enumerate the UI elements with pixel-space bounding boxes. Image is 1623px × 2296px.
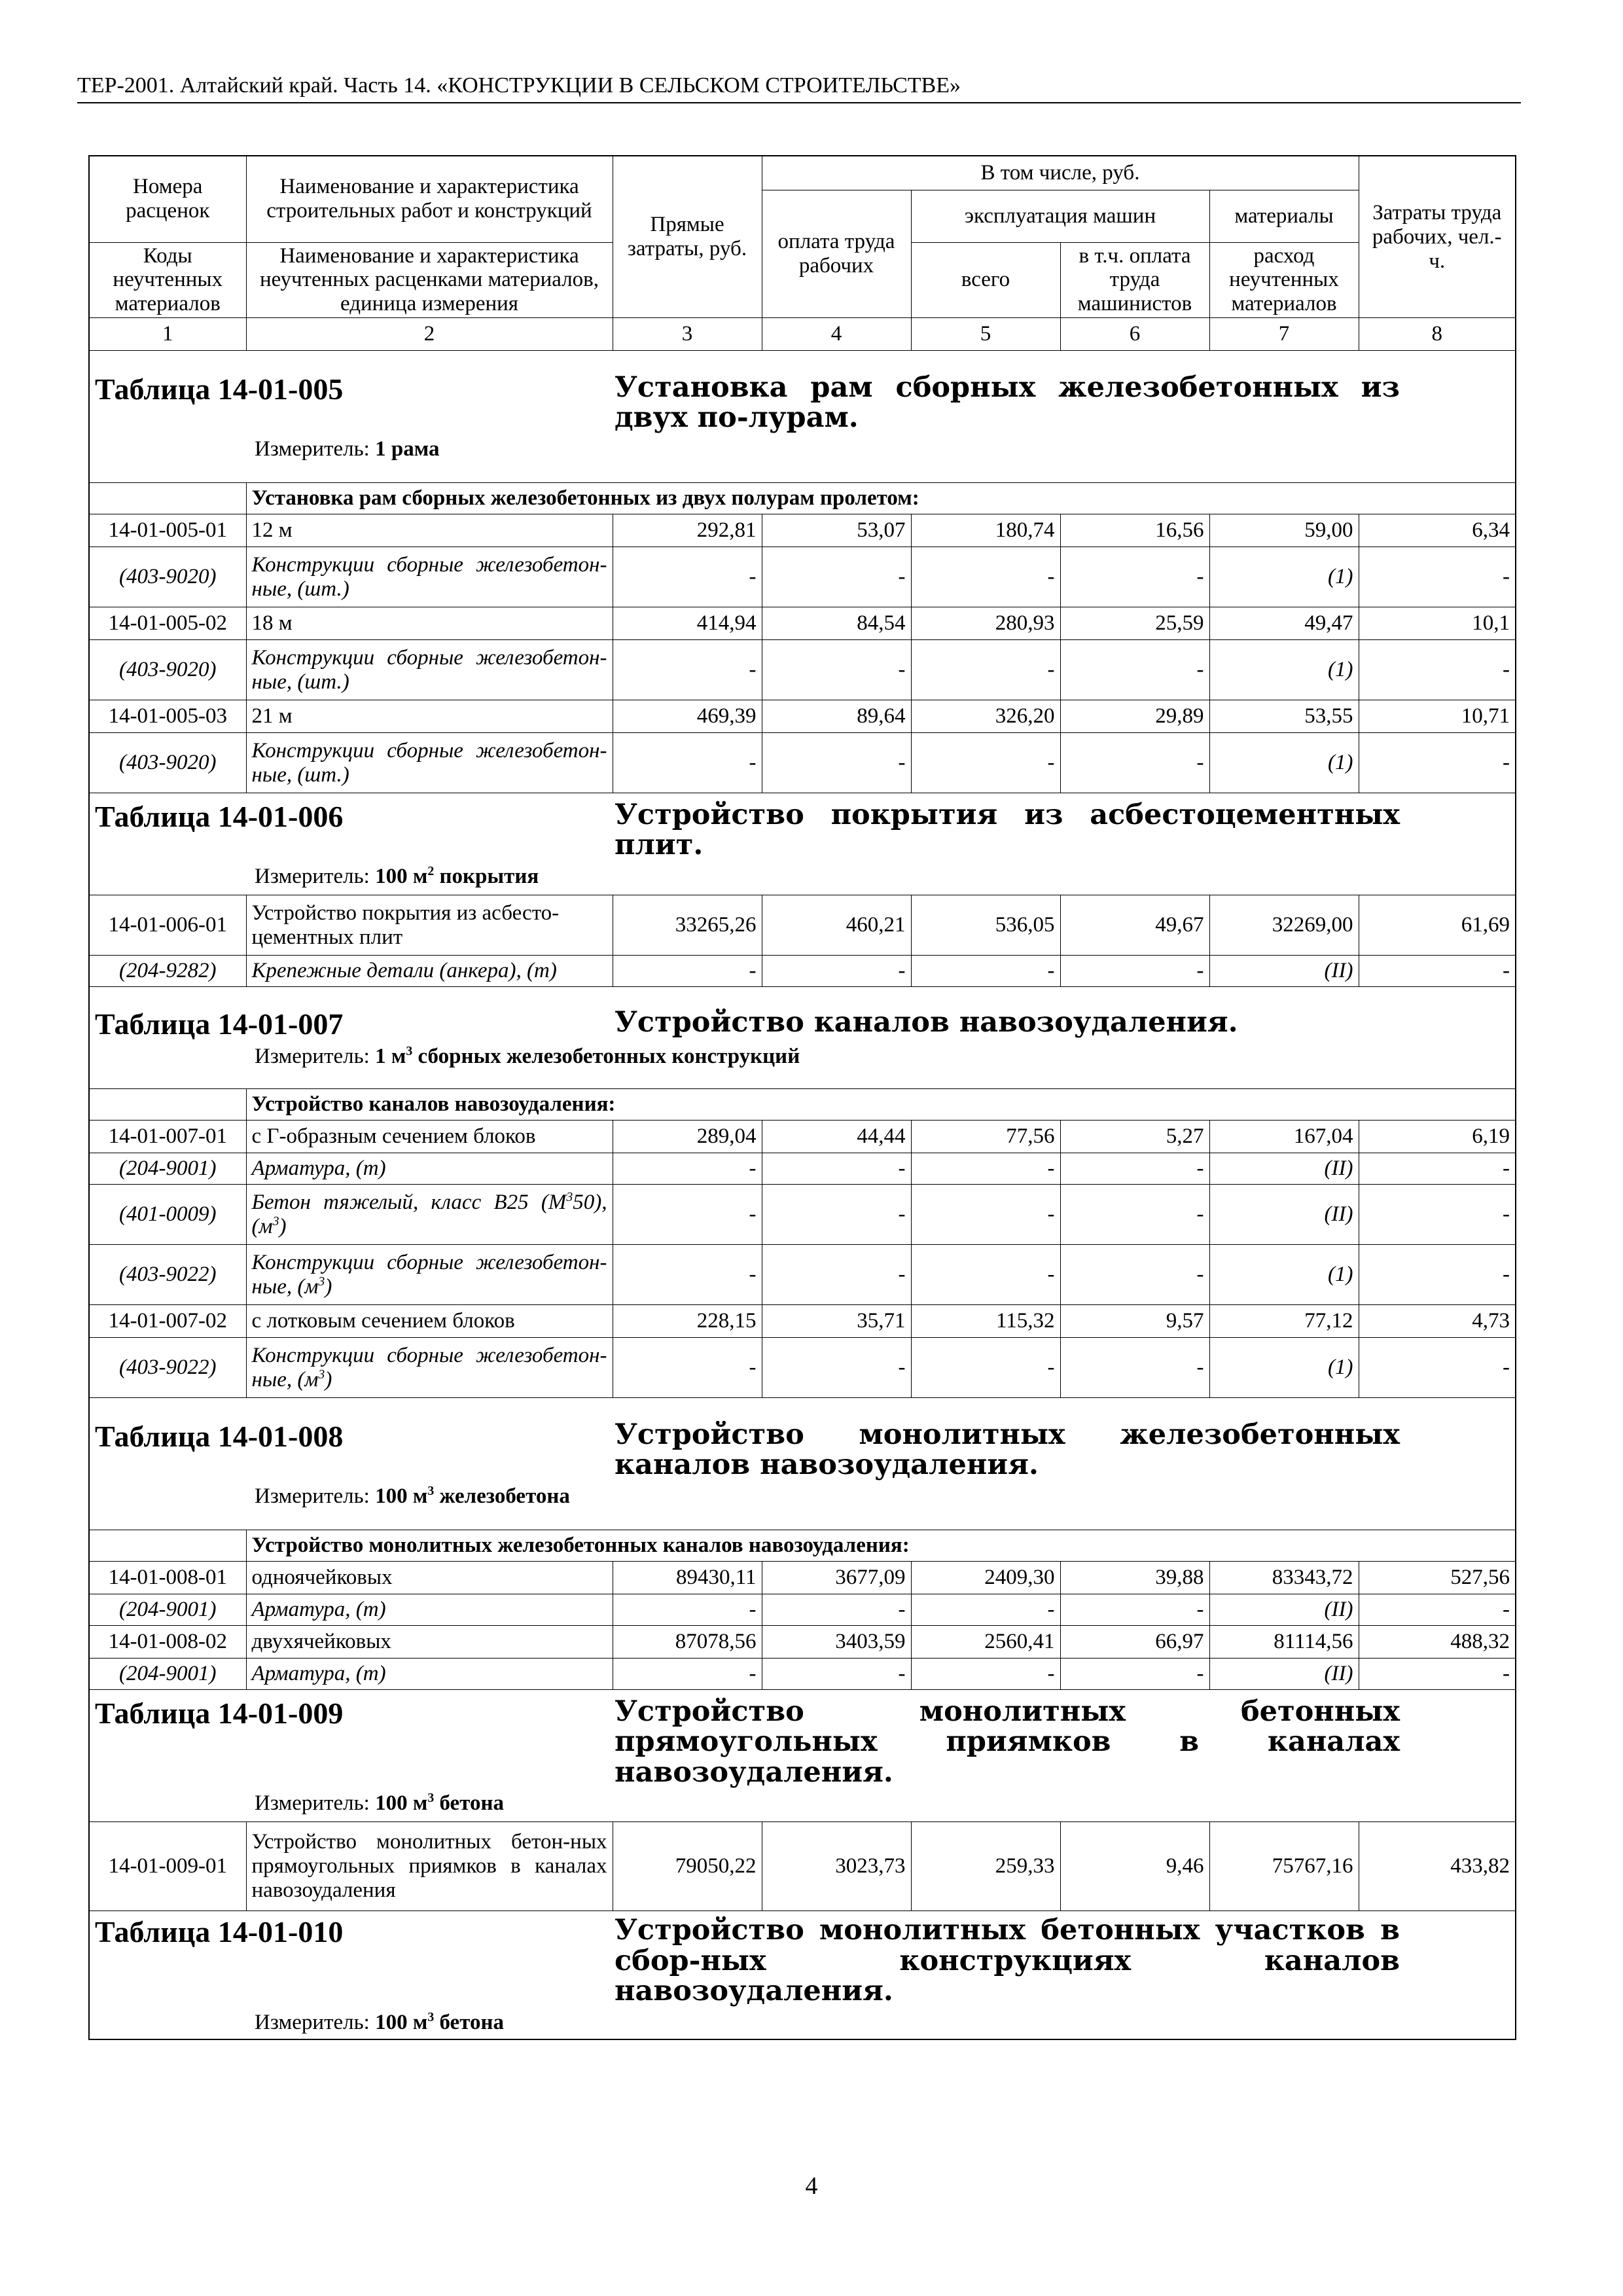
table-cell: - [613,547,762,607]
table-cell: - [911,1185,1060,1245]
table-cell: 59,00 [1209,514,1359,547]
table-cell: 527,56 [1359,1562,1516,1594]
table-cell: 75767,16 [1209,1822,1359,1911]
table-cell: Арматура, (т) [246,1659,613,1690]
table-cell: - [762,640,911,700]
table-cell: 536,05 [911,895,1060,956]
table-row [89,1305,1516,1338]
material-row [89,956,1516,987]
subheading: Устройство монолитных железобетонных каналов навозоудаления: [246,1530,1516,1562]
table-cell: - [762,1185,911,1245]
table-cell: - [762,956,911,987]
table-cell: 14-01-007-02 [89,1305,246,1338]
table-cell: - [613,1153,762,1185]
table-cell: - [1060,733,1209,793]
table-cell: (204-9001) [89,1659,246,1690]
table-cell: - [613,1185,762,1245]
th-labor-pay: оплата труда рабочих [762,190,911,318]
table-cell: 44,44 [762,1121,911,1153]
section-title: Устройство монолитных железобетонных каналов навозоудаления. [615,1418,1400,1482]
table-cell: (1) [1209,1338,1359,1398]
table-cell: - [1060,547,1209,607]
table-cell: 289,04 [613,1121,762,1153]
table-cell: 2409,30 [911,1562,1060,1594]
section-title-block [89,987,1516,1089]
table-cell: (1) [1209,733,1359,793]
table-cell: 167,04 [1209,1121,1359,1153]
table-cell: - [1060,1245,1209,1305]
section-meter: Измеритель: 1 рама [255,437,440,461]
table-cell: (403-9022) [89,1338,246,1398]
table-cell: (II) [1209,1153,1359,1185]
table-cell: 81114,56 [1209,1626,1359,1659]
section-table-number: Таблица 14-01-008 [95,1419,344,1453]
section-title: Установка рам сборных железобетонных из двух по-лурам. [615,370,1400,435]
material-row [89,1153,1516,1185]
table-cell: - [911,956,1060,987]
table-cell: 39,88 [1060,1562,1209,1594]
table-cell: - [762,1245,911,1305]
table-cell: 32269,00 [1209,895,1359,956]
table-row [89,514,1516,547]
table-cell: - [1060,1594,1209,1626]
table-cell: (II) [1209,1659,1359,1690]
table-row [89,1121,1516,1153]
table-cell: 29,89 [1060,700,1209,733]
th-labor-costs: Затраты труда рабочих, чел.-ч. [1359,156,1516,318]
table-cell: 180,74 [911,514,1060,547]
table-cell: 77,12 [1209,1305,1359,1338]
section-meter: Измеритель: 100 $м^3$ железобетона [255,1483,570,1508]
table-cell: 33265,26 [613,895,762,956]
table-row [89,1562,1516,1594]
table-cell: - [613,1245,762,1305]
section-meter: Измеритель: 100 $м^3$ бетона [255,1791,504,1816]
table-cell: - [1359,1338,1516,1398]
table-cell: - [1359,956,1516,987]
col-number: 3 [613,318,762,351]
table-cell: 4,73 [1359,1305,1516,1338]
table-cell: 18 м [246,607,613,640]
table-cell: (II) [1209,1594,1359,1626]
table-cell: 6,34 [1359,514,1516,547]
section-title-block [89,1398,1516,1530]
table-cell: (1) [1209,640,1359,700]
table-cell: (403-9020) [89,640,246,700]
subheading: Устройство каналов навозоудаления: [246,1089,1516,1121]
section-table-number: Таблица 14-01-007 [95,1007,344,1041]
table-cell: 488,32 [1359,1626,1516,1659]
table-cell: - [613,1594,762,1626]
table-cell: 115,32 [911,1305,1060,1338]
table-cell: 66,97 [1060,1626,1209,1659]
table-cell: - [1359,733,1516,793]
table-cell: 460,21 [762,895,911,956]
table-cell: - [1359,640,1516,700]
table-cell: - [613,640,762,700]
section-title: Устройство монолитных бетонных участков в сбор-ных конструкциях каналов навозоудаления. [615,1914,1400,2008]
table-cell: 61,69 [1359,895,1516,956]
table-cell: 53,07 [762,514,911,547]
table-cell: 84,54 [762,607,911,640]
table-cell: (1) [1209,1245,1359,1305]
table-cell: - [1359,1185,1516,1245]
table-cell: - [1060,1153,1209,1185]
table-cell: 9,46 [1060,1822,1209,1911]
table-cell: 10,1 [1359,607,1516,640]
table-cell: 53,55 [1209,700,1359,733]
table-cell: 2560,41 [911,1626,1060,1659]
table-cell: (401-0009) [89,1185,246,1245]
table-cell: (II) [1209,1185,1359,1245]
table-cell: 14-01-005-01 [89,514,246,547]
th-work-name: Наименование и характеристика строительных работ и конструкций [246,156,613,242]
table-cell: 228,15 [613,1305,762,1338]
th-rate-numbers: Номера расценок [89,156,246,242]
section-meter: Измеритель: 100 $м^2$ покрытия [255,863,539,888]
section-title-block [89,351,1516,483]
table-cell: 83343,72 [1209,1562,1359,1594]
section-title-block [89,1690,1516,1822]
running-header: ТЕР-2001. Алтайский край. Часть 14. «КОНСТРУКЦИИ В СЕЛЬСКОМ СТРОИТЕЛЬСТВЕ» [77,73,1521,103]
col-number: 4 [762,318,911,351]
section-title: Устройство монолитных бетонных прямоугольных приямков в каналах навозоудаления. [615,1695,1400,1789]
table-cell: 14-01-008-01 [89,1562,246,1594]
table-cell: с лотковым сечением блоков [246,1305,613,1338]
table-cell: 469,39 [613,700,762,733]
table-cell: 21 м [246,700,613,733]
material-row [89,733,1516,793]
table-cell: (403-9020) [89,733,246,793]
table-cell: - [762,1659,911,1690]
table-cell: 87078,56 [613,1626,762,1659]
table-cell: - [762,547,911,607]
section-table-number: Таблица 14-01-010 [95,1915,344,1949]
table-cell: (1) [1209,547,1359,607]
th-material-codes: Коды неучтенных материалов [89,242,246,318]
th-including: В том числе, руб. [762,156,1359,190]
th-machine-total: всего [911,242,1060,318]
table-cell: 6,19 [1359,1121,1516,1153]
table-cell: 326,20 [911,700,1060,733]
table-row [89,607,1516,640]
col-number: 8 [1359,318,1516,351]
table-cell: - [911,733,1060,793]
section-title: Устройство покрытия из асбестоцементных плит. [615,798,1400,862]
material-row [89,1185,1516,1245]
table-cell: - [1359,1153,1516,1185]
col-number: 6 [1060,318,1209,351]
table-cell: 14-01-005-02 [89,607,246,640]
table-cell: 79050,22 [613,1822,762,1911]
table-cell: Устройство монолитных бетон-ных прямоугольных приямков в каналах навозоудаления [246,1822,613,1911]
section-table-number: Таблица 14-01-009 [95,1696,344,1730]
table-cell: с Г-образным сечением блоков [246,1121,613,1153]
table-cell: - [911,547,1060,607]
table-cell: (403-9022) [89,1245,246,1305]
table-cell: - [762,1594,911,1626]
section-table-number: Таблица 14-01-005 [95,372,344,406]
table-cell: (204-9282) [89,956,246,987]
table-cell: 12 м [246,514,613,547]
table-cell: - [1060,1338,1209,1398]
table-cell: - [1060,956,1209,987]
table-cell: - [911,1594,1060,1626]
table-cell: 414,94 [613,607,762,640]
table-cell: - [613,1659,762,1690]
section-meter: Измеритель: 100 $м^3$ бетона [255,2009,504,2034]
table-cell: Конструкции сборные железобетон-ные, $(м^3)$ [246,1338,613,1398]
th-unaccounted-materials: расход неучтенных материалов [1209,242,1359,318]
th-material-name: Наименование и характеристика неучтенных расценками материалов, единица измерения [246,242,613,318]
table-cell: 3023,73 [762,1822,911,1911]
table-cell: 3677,09 [762,1562,911,1594]
table-cell: - [613,1338,762,1398]
table-cell: 89,64 [762,700,911,733]
table-cell: 280,93 [911,607,1060,640]
table-cell: Арматура, (т) [246,1153,613,1185]
table-cell: 9,57 [1060,1305,1209,1338]
col-number: 2 [246,318,613,351]
table-cell: Конструкции сборные железобетон-ные, (шт.) [246,733,613,793]
table-cell: 259,33 [911,1822,1060,1911]
table-cell: - [911,640,1060,700]
table-row [89,1822,1516,1911]
table-cell: - [911,1245,1060,1305]
table-cell: 14-01-007-01 [89,1121,246,1153]
table-cell: - [1359,1659,1516,1690]
table-cell: 49,47 [1209,607,1359,640]
table-cell: 35,71 [762,1305,911,1338]
table-cell: - [1060,1659,1209,1690]
th-machine-use: эксплуатация машин [911,190,1209,242]
material-row [89,547,1516,607]
table-cell: 49,67 [1060,895,1209,956]
table-cell: Крепежные детали (анкера), (т) [246,956,613,987]
table-cell: 16,56 [1060,514,1209,547]
table-cell: - [762,1338,911,1398]
table-cell: 3403,59 [762,1626,911,1659]
table-cell: (II) [1209,956,1359,987]
table-cell: 25,59 [1060,607,1209,640]
table-cell: 292,81 [613,514,762,547]
table-cell: - [1359,547,1516,607]
table-row [89,895,1516,956]
col-number: 7 [1209,318,1359,351]
rates-table [88,155,1516,2040]
table-cell: Конструкции сборные железобетон-ные, $(м^3)$ [246,1245,613,1305]
table-cell: (204-9001) [89,1594,246,1626]
subheading: Установка рам сборных железобетонных из двух полурам пролетом: [246,483,1516,514]
table-cell: Конструкции сборные железобетон-ные, (шт.) [246,547,613,607]
table-cell: Конструкции сборные железобетон-ные, (шт.) [246,640,613,700]
table-row [89,1626,1516,1659]
table-cell: - [1060,1185,1209,1245]
table-cell: - [1359,1245,1516,1305]
table-cell: Бетон тяжелый, класс B25 $(М^350)$, $(м^3)$ [246,1185,613,1245]
table-cell: 14-01-009-01 [89,1822,246,1911]
table-cell: - [613,956,762,987]
table-cell: - [911,1153,1060,1185]
th-materials: материалы [1209,190,1359,242]
table-cell: 77,56 [911,1121,1060,1153]
section-table-number: Таблица 14-01-006 [95,799,344,833]
table-cell: Устройство покрытия из асбесто-цементных плит [246,895,613,956]
section-title-block [89,1911,1516,2039]
table-cell: (204-9001) [89,1153,246,1185]
table-cell: - [1359,1594,1516,1626]
table-cell: 89430,11 [613,1562,762,1594]
table-cell: - [762,733,911,793]
table-cell: 433,82 [1359,1822,1516,1911]
table-cell: 14-01-006-01 [89,895,246,956]
table-cell: 10,71 [1359,700,1516,733]
table-cell: (403-9020) [89,547,246,607]
table-cell: 14-01-005-03 [89,700,246,733]
th-machinist-pay: в т.ч. оплата труда машинистов [1060,242,1209,318]
table-cell: - [762,1153,911,1185]
page-number: 4 [805,2172,818,2200]
table-row [89,700,1516,733]
table-cell: - [1060,640,1209,700]
section-title-block [89,793,1516,895]
material-row [89,1659,1516,1690]
col-number: 5 [911,318,1060,351]
material-row [89,1594,1516,1626]
table-cell: - [613,733,762,793]
material-row [89,1338,1516,1398]
section-meter: Измеритель: 1 $м^3$ сборных железобетонных конструкций [255,1044,800,1069]
table-cell: 5,27 [1060,1121,1209,1153]
col-number: 1 [89,318,246,351]
table-cell: - [911,1659,1060,1690]
table-cell: 14-01-008-02 [89,1626,246,1659]
th-direct-costs: Прямые затраты, руб. [613,156,762,318]
table-cell: Арматура, (т) [246,1594,613,1626]
section-title: Устройство каналов навозоудаления. [615,1005,1238,1039]
material-row [89,640,1516,700]
table-cell: двухячейковых [246,1626,613,1659]
material-row [89,1245,1516,1305]
table-cell: - [911,1338,1060,1398]
table-cell: одноячейковых [246,1562,613,1594]
